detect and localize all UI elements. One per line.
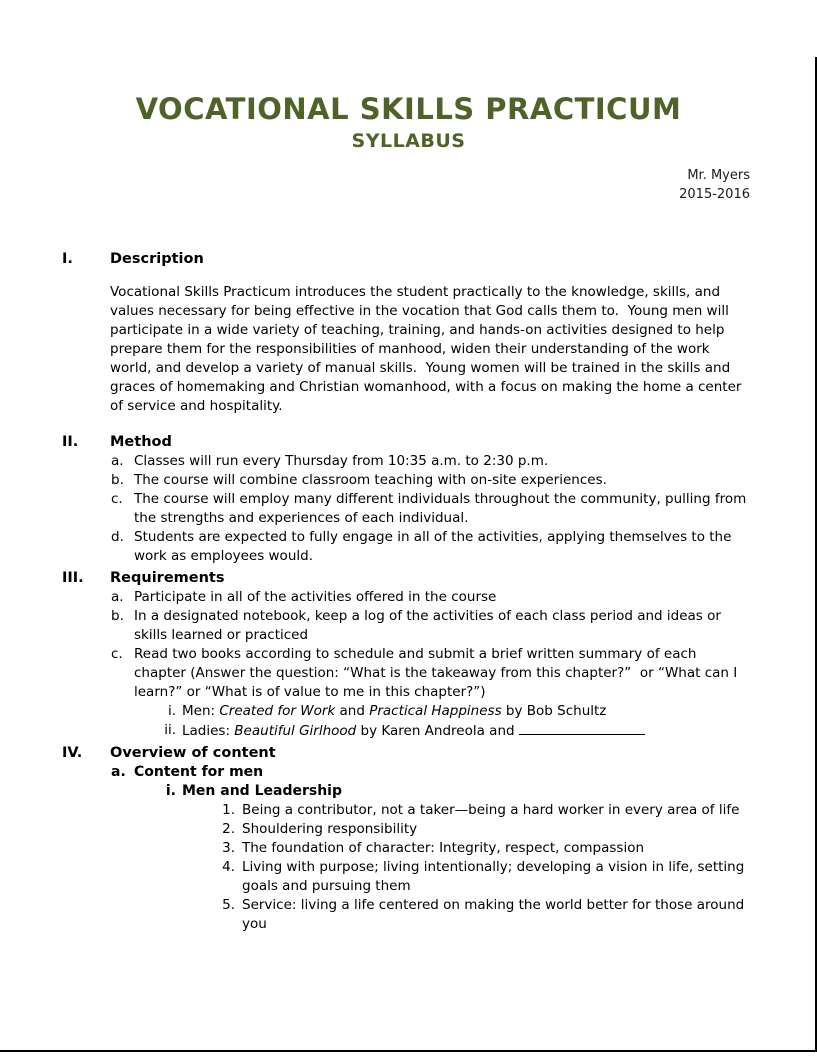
- list-item-text: The course will combine classroom teaching with on-site experiences.: [134, 472, 607, 488]
- list-item: [111, 645, 747, 702]
- list-item-text: In a designated notebook, keep a log of the activities of each class period and ideas or skills learned or practiced: [134, 608, 726, 643]
- section-numeral: III.: [62, 570, 84, 586]
- section-heading-description: [62, 250, 747, 269]
- list-marker: 2.: [222, 821, 235, 837]
- subsection-label: Content for men: [134, 764, 264, 780]
- book-text: by Bob Schultz: [501, 703, 607, 719]
- school-year: 2015-2016: [679, 186, 750, 202]
- list-item: [111, 452, 747, 471]
- book-entry: [176, 721, 645, 741]
- document-title: VOCATIONAL SKILLS PRACTICUM: [135, 92, 682, 126]
- author-block: [0, 167, 817, 204]
- book-entry: [176, 702, 606, 721]
- list-item-text: Classes will run every Thursday from 10:35 a.m. to 2:30 p.m.: [134, 453, 549, 469]
- list-marker: ii.: [164, 722, 176, 738]
- fill-in-blank: [519, 721, 645, 735]
- numbered-item-text: Service: living a life centered on making the world better for those around you: [242, 897, 749, 932]
- book-text: Men:: [182, 703, 220, 719]
- document-subtitle: SYLLABUS: [351, 130, 466, 152]
- list-marker: i.: [165, 783, 176, 799]
- subsection-content-for-men: [111, 763, 747, 782]
- numbered-item-text: Shouldering responsibility: [242, 821, 418, 837]
- list-item: [111, 490, 751, 528]
- list-marker: 4.: [222, 859, 235, 875]
- numbered-item-text: The foundation of character: Integrity, respect, compassion: [242, 840, 645, 856]
- book-text: by Karen Andreola and: [356, 723, 519, 739]
- list-marker: i.: [167, 703, 176, 719]
- book-title: Beautiful Girlhood: [234, 723, 357, 739]
- section-numeral: I.: [62, 251, 73, 267]
- book-text: Ladies:: [182, 723, 235, 739]
- numbered-item: [205, 820, 747, 839]
- section-title: Method: [110, 434, 172, 450]
- list-item: [111, 588, 747, 607]
- subsection-label: Men and Leadership: [182, 783, 342, 799]
- subsection-men-and-leadership: [145, 782, 747, 801]
- list-item-text: The course will employ many different individuals throughout the community, pulling from the strengths and experiences of each individual.: [134, 491, 751, 526]
- list-marker: a.: [111, 589, 124, 605]
- list-item: [111, 607, 747, 645]
- book-title: Practical Happiness: [369, 703, 502, 719]
- numbered-item-text: Living with purpose; living intentionally; developing a vision in life, setting goals and pursuing them: [242, 859, 749, 894]
- list-item-text: Participate in all of the activities offered in the course: [134, 589, 497, 605]
- list-marker: 3.: [222, 840, 235, 856]
- book-title: Created for Work: [219, 703, 336, 719]
- section-heading-method: [62, 433, 747, 452]
- list-marker: a.: [111, 453, 124, 469]
- list-marker: 5.: [222, 897, 235, 913]
- section-numeral: IV.: [62, 745, 83, 761]
- outline: [0, 250, 817, 934]
- book-list-item-men: [145, 702, 747, 721]
- section-title: Requirements: [110, 570, 225, 586]
- list-item: [111, 528, 747, 566]
- list-marker: d.: [111, 529, 124, 545]
- author-name: Mr. Myers: [687, 168, 750, 183]
- description-paragraph: Vocational Skills Practicum introduces the student practically to the knowledge, skills, and values necessary for being effective in the vocation that God calls them to. Young men will participate in a wide variety of teaching, training, and hands-on activities designed to help prepare them for the responsibilities of manhood, widen their understanding of the work world, and develop a variety of manual skills. Young women will be trained in the skills and graces of homemaking and Christian womanhood, with a focus on making the home a center of service and hospitality.: [110, 284, 746, 414]
- list-item-text: Students are expected to fully engage in all of the activities, applying themselves to the work as employees would.: [134, 529, 736, 564]
- section-title: Overview of content: [110, 745, 276, 761]
- numbered-item: [205, 839, 747, 858]
- list-item: [111, 471, 747, 490]
- book-text: and: [335, 703, 370, 719]
- list-marker: 1.: [222, 802, 235, 818]
- list-marker: b.: [111, 608, 124, 624]
- section-heading-overview: [62, 744, 747, 763]
- numbered-item-text: Being a contributor, not a taker—being a hard worker in every area of life: [242, 802, 740, 818]
- list-item-text: Read two books according to schedule and submit a brief written summary of each chapter (Answer the question: “What is the takeaway from this chapter?” or “What can I learn?” or “What is of value to me in this chapter?”): [134, 646, 742, 700]
- list-marker: b.: [111, 472, 124, 488]
- book-list-item-ladies: [145, 721, 747, 741]
- list-marker: a.: [111, 764, 126, 780]
- numbered-item: [205, 801, 747, 820]
- list-marker: c.: [111, 491, 123, 507]
- section-title: Description: [110, 251, 204, 267]
- numbered-item: [205, 858, 747, 896]
- list-marker: c.: [111, 646, 123, 662]
- section-numeral: II.: [62, 434, 79, 450]
- page-bottom-border: [0, 1050, 817, 1052]
- section-heading-requirements: [62, 569, 747, 588]
- numbered-item: [205, 896, 747, 934]
